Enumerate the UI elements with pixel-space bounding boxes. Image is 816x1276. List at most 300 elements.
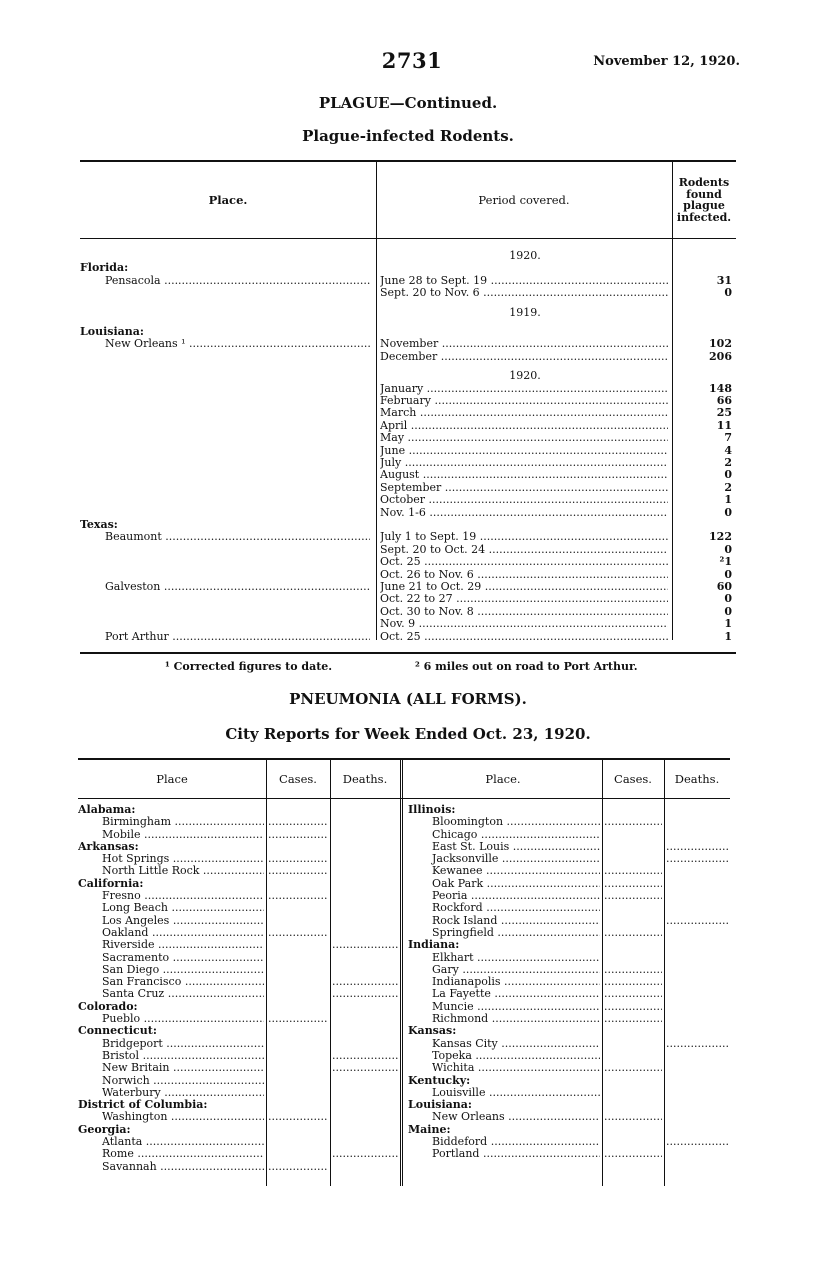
place-cell (78, 1148, 264, 1160)
city-name: Washington (102, 1111, 168, 1124)
rodent-count: 1 (724, 629, 732, 643)
table-row (408, 853, 730, 865)
place-cell (78, 829, 264, 841)
table-row (80, 618, 736, 630)
table-row (408, 915, 730, 927)
city-name: Savannah (102, 1160, 157, 1173)
leader-dots (150, 1075, 264, 1087)
city-name: Bridgeport (102, 1037, 163, 1050)
leader-dots (474, 1062, 600, 1074)
table-row (78, 804, 400, 816)
period-text: Sept. 20 to Nov. 6 (380, 287, 480, 300)
table-row (78, 1111, 400, 1123)
place-cell (408, 964, 600, 976)
period-text: Oct. 26 to Nov. 6 (380, 568, 474, 581)
leader-dots (168, 902, 264, 914)
place-cell (80, 531, 370, 543)
rodent-count: 60 (716, 580, 732, 593)
cases-cell (268, 816, 328, 828)
leader-dots (477, 829, 600, 841)
period-cell (380, 531, 668, 543)
city-name: Mobile (102, 828, 141, 841)
pneumonia-right-half (408, 804, 730, 1161)
place-cell (408, 1013, 600, 1025)
city-name: Rock Island (432, 914, 498, 927)
table-row (408, 865, 730, 877)
leader-dots (431, 395, 668, 407)
leader-dots (170, 1062, 265, 1074)
cases-cell (604, 988, 662, 1000)
leader-dots (487, 1136, 600, 1148)
table-row (80, 432, 736, 444)
rodent-count: 25 (716, 406, 732, 420)
leader-dots (416, 407, 668, 419)
place-cell (408, 865, 600, 877)
leader-dots (666, 915, 728, 927)
leader-dots (332, 976, 398, 988)
table-row (78, 1062, 400, 1074)
table-row (80, 606, 736, 618)
table-row (80, 593, 736, 605)
cases-cell (604, 976, 662, 988)
table-row (78, 853, 400, 865)
table-row (408, 1075, 730, 1087)
table-row (80, 262, 736, 274)
city-name: Indianapolis (432, 976, 501, 989)
table-row (78, 927, 400, 939)
deaths-cell (332, 988, 398, 1000)
table-row (78, 1038, 400, 1050)
rodent-count: 0 (724, 592, 732, 606)
place-cell (408, 1099, 600, 1111)
place-cell (78, 1161, 264, 1173)
period-text: June 28 to Sept. 19 (380, 274, 488, 287)
leader-dots (425, 494, 668, 506)
leader-dots (268, 853, 328, 865)
table-row (408, 1025, 730, 1037)
place-cell (408, 1148, 600, 1160)
cases-cell (604, 1013, 662, 1025)
city-name: San Diego (102, 963, 160, 976)
cases-cell (268, 865, 328, 877)
period-cell (380, 556, 668, 568)
city-name: Bloomington (432, 816, 504, 829)
place-cell (408, 890, 600, 902)
table-row (408, 1136, 730, 1148)
table-row (80, 581, 736, 593)
place-cell (78, 1013, 264, 1025)
table-row (80, 457, 736, 469)
table-row (80, 494, 736, 506)
leader-dots (604, 1013, 662, 1025)
table-row (80, 445, 736, 457)
cases-cell (268, 927, 328, 939)
period-text: June 21 to Oct. 29 (380, 581, 482, 593)
cases-cell (268, 829, 328, 841)
period-text: Oct. 30 to Nov. 8 (380, 605, 474, 618)
section-subtitle: Plague-infected Rodents. (302, 127, 514, 145)
rodent-count: 102 (709, 337, 732, 351)
place-cell (408, 804, 600, 816)
place-cell (80, 275, 370, 287)
state-name: Maine: (408, 1123, 451, 1136)
place-cell (78, 988, 264, 1000)
leader-dots (401, 457, 668, 469)
place-cell (408, 816, 600, 828)
place-cell (78, 1050, 264, 1062)
place-cell (78, 1124, 264, 1136)
city-name: Rockford (432, 902, 483, 915)
leader-dots (474, 1001, 600, 1013)
rodent-count: 11 (716, 418, 732, 432)
leader-dots (666, 1038, 728, 1050)
deaths-cell (666, 1136, 728, 1148)
leader-dots (438, 338, 668, 350)
table-row (80, 631, 736, 643)
leader-dots (169, 952, 264, 964)
period-text: Oct. 22 to 27 (380, 593, 453, 606)
place-cell (80, 581, 370, 593)
table-row (408, 988, 730, 1000)
leader-dots (479, 1148, 600, 1160)
place-name-wrap (80, 338, 370, 350)
cases-cell (268, 1013, 328, 1025)
table-row (78, 890, 400, 902)
place-cell (78, 853, 264, 865)
period-cell (380, 544, 668, 556)
place-cell (78, 915, 264, 927)
cases-cell (604, 1001, 662, 1013)
state-name: Arkansas: (78, 840, 139, 853)
column-divider-double (400, 758, 403, 1186)
period-text: March (380, 407, 417, 420)
place-cell (78, 1099, 264, 1111)
city-name: Los Angeles (102, 914, 170, 927)
leader-dots (405, 445, 668, 457)
period-cell (380, 581, 668, 593)
state-name: Louisiana: (408, 1099, 472, 1112)
period-cell (380, 593, 668, 605)
column-header-deaths-right: Deaths. (674, 771, 720, 786)
table-row (78, 1124, 400, 1136)
period-text: February (380, 395, 431, 407)
column-header-place-left: Place (156, 771, 188, 786)
place-cell (408, 829, 600, 841)
deaths-cell (332, 939, 398, 951)
period-text: November (380, 338, 439, 351)
place-cell (408, 841, 600, 853)
leader-dots (497, 915, 600, 927)
leader-dots (415, 618, 668, 630)
state-name: Colorado: (78, 1000, 138, 1013)
rodent-count: 2 (724, 480, 732, 494)
period-text: Oct. 25 (380, 630, 421, 643)
leader-dots (134, 1148, 264, 1160)
table-row (78, 976, 400, 988)
leader-dots (167, 1111, 264, 1123)
period-text: Sept. 20 to Oct. 24 (380, 543, 486, 556)
rodent-count: 148 (709, 381, 732, 395)
place-cell (78, 841, 264, 853)
pneumonia-subtitle: City Reports for Week Ended Oct. 23, 1920. (225, 725, 591, 743)
city-name: Biddeford (432, 1136, 488, 1149)
city-name: Kansas City (432, 1037, 498, 1050)
table-row (408, 1038, 730, 1050)
table-row (78, 1075, 400, 1087)
period-text: Oct. 25 (380, 556, 421, 569)
city-name: North Little Rock (102, 865, 200, 878)
leader-dots (494, 927, 600, 939)
cases-cell (268, 890, 328, 902)
rodent-count: 7 (724, 431, 732, 445)
period-cell (380, 494, 668, 506)
table-row (408, 927, 730, 939)
table-row (80, 407, 736, 419)
period-cell (380, 469, 668, 481)
place-cell (408, 902, 600, 914)
rodent-count: 4 (724, 443, 732, 457)
leader-dots (268, 1161, 328, 1173)
leader-dots (332, 1148, 398, 1160)
city-name: Topeka (432, 1049, 472, 1062)
period-cell (380, 395, 668, 407)
table-row (78, 1087, 400, 1099)
year-row (80, 307, 736, 319)
leader-dots (604, 964, 662, 976)
table-row (408, 1124, 730, 1136)
cases-cell (604, 1111, 662, 1123)
page-number: 2731 (381, 48, 443, 73)
table-row (80, 287, 736, 299)
table-row (80, 569, 736, 581)
leader-dots (423, 383, 668, 395)
period-cell (380, 432, 668, 444)
period-text: October (380, 494, 426, 507)
place-cell (408, 939, 600, 951)
table-row (78, 988, 400, 1000)
place-cell (78, 890, 264, 902)
city-name: Bristol (102, 1049, 140, 1062)
period-cell (380, 445, 668, 457)
leader-dots (268, 927, 328, 939)
city-name: Fresno (102, 890, 141, 903)
table-row (80, 275, 736, 287)
leader-dots (162, 531, 370, 543)
table-row (80, 351, 736, 363)
leader-dots (268, 1111, 328, 1123)
leader-dots (161, 1087, 264, 1099)
pneumonia-table (78, 758, 730, 1186)
period-cell (380, 383, 668, 395)
cases-cell (604, 927, 662, 939)
leader-dots (453, 593, 668, 605)
year-row (80, 250, 736, 262)
table-row (80, 544, 736, 556)
period-text: Nov. 9 (380, 618, 416, 631)
place-cell (78, 1075, 264, 1087)
leader-dots (164, 988, 264, 1000)
leader-dots (483, 902, 600, 914)
place-name: Pensacola (105, 274, 161, 287)
leader-dots (426, 507, 668, 519)
period-text: August (380, 469, 420, 482)
section-title-continued: —Continued. (389, 94, 498, 112)
leader-dots (498, 1038, 600, 1050)
table-row (408, 816, 730, 828)
place-cell (78, 1111, 264, 1123)
leader-dots (268, 865, 328, 877)
place-cell (408, 1025, 600, 1037)
leader-dots (604, 1111, 662, 1123)
place-cell (408, 1111, 600, 1123)
place-cell (78, 952, 264, 964)
state-name: Texas: (80, 519, 118, 531)
place-cell (78, 927, 264, 939)
state-name: Florida: (80, 262, 129, 275)
period-text: July 1 to Sept. 19 (380, 531, 477, 544)
table-row (408, 1062, 730, 1074)
period-text: June (380, 444, 406, 457)
table-row (78, 816, 400, 828)
leader-dots (604, 890, 662, 902)
deaths-cell (332, 1062, 398, 1074)
table-row (80, 383, 736, 395)
period-text: December (380, 350, 438, 363)
table-row (78, 1161, 400, 1173)
table-row (408, 804, 730, 816)
leader-dots (604, 988, 662, 1000)
place-cell (78, 1136, 264, 1148)
leader-dots (474, 569, 668, 581)
place-cell (408, 1038, 600, 1050)
leader-dots (163, 1038, 264, 1050)
period-cell (380, 457, 668, 469)
state-name: Louisiana: (80, 326, 144, 338)
rodent-count: 0 (724, 468, 732, 482)
table-row (408, 1013, 730, 1025)
leader-dots (476, 531, 668, 543)
leader-dots (604, 1062, 662, 1074)
period-cell (380, 606, 668, 618)
footnote-1: ¹ Corrected figures to date. (165, 660, 333, 673)
period-cell (380, 420, 668, 432)
state-name: Connecticut: (78, 1025, 157, 1038)
leader-dots (604, 1001, 662, 1013)
table-row (80, 556, 736, 568)
column-header-deaths-left: Deaths. (342, 771, 388, 786)
leader-dots (501, 976, 600, 988)
leader-dots (604, 927, 662, 939)
city-name: Pueblo (102, 1013, 141, 1026)
year-label: 1920. (509, 369, 541, 383)
rodent-count: 0 (724, 542, 732, 556)
rodent-count: 122 (709, 530, 732, 544)
leader-dots (332, 1062, 398, 1074)
leader-dots (474, 606, 668, 618)
deaths-cell (332, 976, 398, 988)
column-header-rodents: Rodents found plague infected. (676, 176, 732, 224)
place-cell (408, 1075, 600, 1087)
rodent-count: 0 (724, 604, 732, 618)
place-cell (80, 631, 370, 643)
table-row (80, 482, 736, 494)
year-row (80, 370, 736, 382)
table-row (80, 507, 736, 519)
leader-dots (148, 927, 264, 939)
period-cell (380, 618, 668, 630)
period-cell (380, 631, 668, 643)
city-name: Oakland (102, 926, 149, 939)
leader-dots (332, 939, 398, 951)
period-cell (380, 482, 668, 494)
city-name: Gary (432, 963, 459, 976)
place-cell (408, 1062, 600, 1074)
leader-dots (332, 1050, 398, 1062)
place-name: Port Arthur (105, 630, 169, 643)
city-name: East St. Louis (432, 840, 510, 853)
place-cell (408, 853, 600, 865)
table-row (408, 964, 730, 976)
table-row (80, 326, 736, 338)
table-row (408, 1050, 730, 1062)
table-row (408, 1111, 730, 1123)
city-name: Sacramento (102, 951, 170, 964)
place-cell (78, 964, 264, 976)
section-title-main: PLAGUE (318, 94, 390, 112)
cases-cell (268, 1161, 328, 1173)
place-cell (78, 939, 264, 951)
place-cell (78, 1062, 264, 1074)
leader-dots (159, 964, 264, 976)
table-row (408, 890, 730, 902)
period-cell (380, 407, 668, 419)
leader-dots (268, 829, 328, 841)
deaths-cell (666, 841, 728, 853)
leader-dots (421, 631, 668, 643)
place-name: New Orleans ¹ (105, 338, 186, 351)
city-name: Rome (102, 1148, 134, 1161)
state-name: Kansas: (408, 1025, 457, 1038)
period-text: July (380, 457, 402, 469)
place-cell (78, 878, 264, 890)
place-cell (408, 1001, 600, 1013)
city-name: Peoria (432, 890, 468, 903)
leader-dots (157, 1161, 264, 1173)
place-cell (408, 952, 600, 964)
leader-dots (488, 1013, 600, 1025)
table-row (408, 939, 730, 951)
table-row (408, 878, 730, 890)
city-name: Chicago (432, 828, 478, 841)
leader-dots (186, 338, 370, 350)
place-name-wrap (80, 581, 370, 593)
leader-dots (459, 964, 600, 976)
place-name: Galveston (105, 581, 161, 593)
deaths-cell (666, 853, 728, 865)
leader-dots (142, 1136, 264, 1148)
leader-dots (268, 816, 328, 828)
place-cell (78, 804, 264, 816)
leader-dots (505, 1111, 600, 1123)
leader-dots (139, 1050, 264, 1062)
leader-dots (481, 581, 668, 593)
rodent-count: 0 (724, 505, 732, 519)
table-row (78, 1050, 400, 1062)
deaths-cell (666, 915, 728, 927)
place-cell (408, 1050, 600, 1062)
city-name: Oak Park (432, 877, 484, 890)
city-name: Norwich (102, 1074, 150, 1087)
